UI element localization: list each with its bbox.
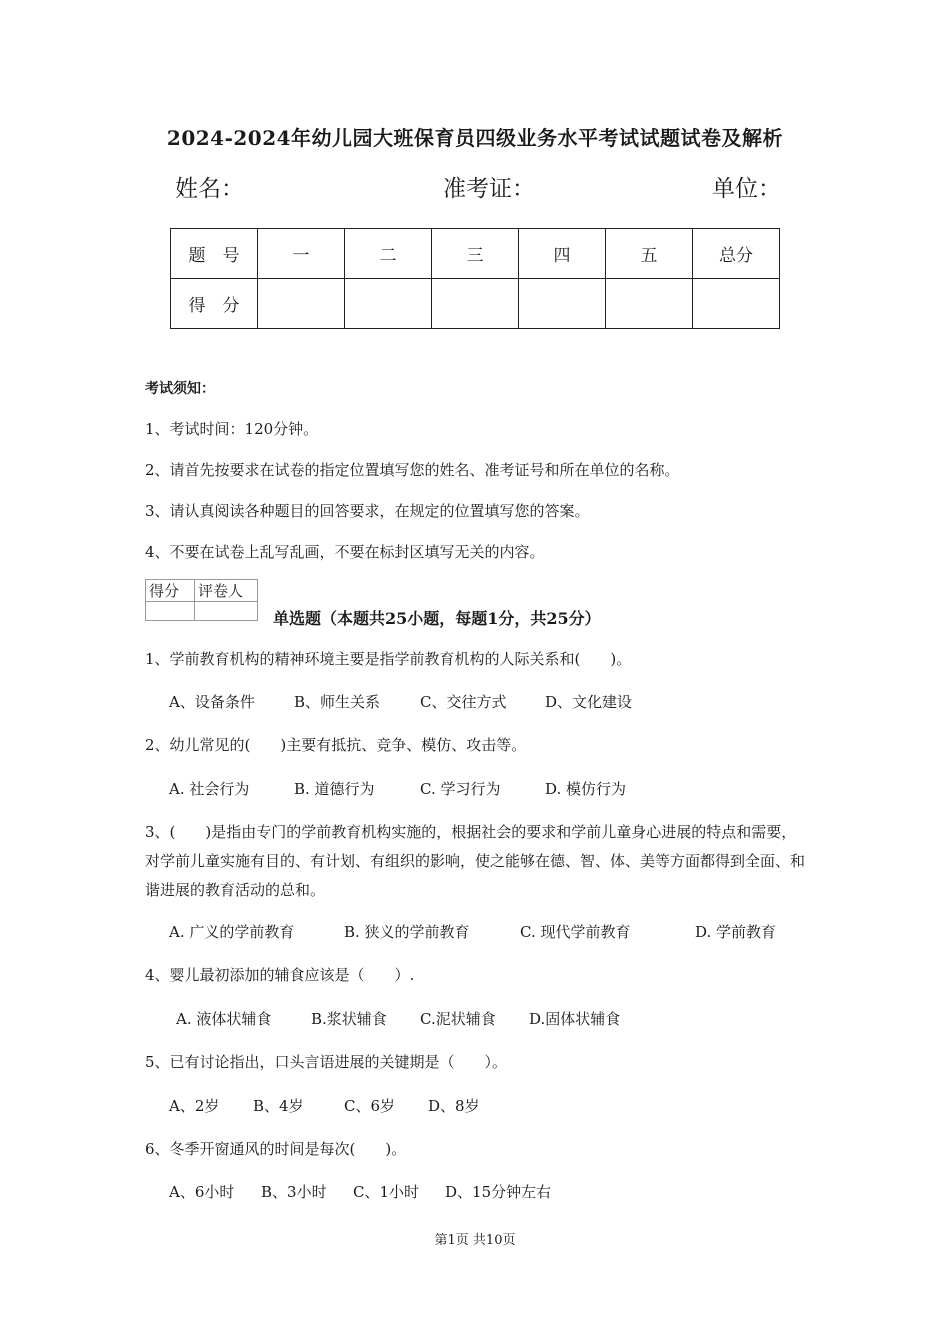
option: B. 狭义的学前教育 (344, 923, 470, 941)
question-stem: 6、冬季开窗通风的时间是每次( )。 (145, 1140, 407, 1158)
notice-item: 2、请首先按要求在试卷的指定位置填写您的姓名、准考证号和所在单位的名称。 (145, 461, 680, 479)
score-cell (258, 279, 345, 329)
option: B、师生关系 (294, 693, 381, 711)
notice-item: 4、不要在试卷上乱写乱画，不要在标封区填写无关的内容。 (145, 543, 545, 561)
section-title: 单选题（本题共25小题，每题1分，共25分） (273, 609, 601, 628)
score-table-header-row (171, 229, 780, 279)
score-header-cell: 总分 (693, 229, 780, 279)
grader-score-label: 得分 (146, 580, 195, 602)
option: A、6小时 (169, 1183, 235, 1201)
option: B、4岁 (253, 1097, 304, 1115)
name-field-label: 姓名： (175, 176, 244, 202)
question-stem: 2、幼儿常见的( )主要有抵抗、竞争、模仿、攻击等。 (145, 736, 527, 754)
option: C、交往方式 (420, 693, 507, 711)
score-cell (432, 279, 519, 329)
score-cell (345, 279, 432, 329)
score-table (170, 228, 780, 329)
score-header-cell: 题 号 (171, 229, 258, 279)
question-stem: 1、学前教育机构的精神环境主要是指学前教育机构的人际关系和( )。 (145, 650, 632, 668)
page-footer: 第1页 共10页 (434, 1233, 516, 1248)
option: D. 学前教育 (695, 923, 777, 941)
score-header-cell: 一 (258, 229, 345, 279)
notice-item: 1、考试时间：120分钟。 (145, 420, 319, 438)
grader-score-cell (146, 602, 195, 621)
option: C、1小时 (353, 1183, 420, 1201)
grader-box (145, 579, 258, 621)
question-stem: 4、婴儿最初添加的辅食应该是（ ）. (145, 966, 415, 984)
score-header-cell: 二 (345, 229, 432, 279)
grader-name-label: 评卷人 (195, 580, 258, 602)
option: C、6岁 (344, 1097, 396, 1115)
score-header-cell: 四 (519, 229, 606, 279)
score-cell (606, 279, 693, 329)
option: A、设备条件 (169, 693, 255, 711)
option: B. 道德行为 (294, 780, 375, 798)
score-header-cell: 五 (606, 229, 693, 279)
question-stem: 5、已有讨论指出，口头言语进展的关键期是（ ）。 (145, 1053, 508, 1071)
option: A. 社会行为 (169, 780, 250, 798)
option: D、15分钟左右 (445, 1183, 552, 1201)
score-cell (519, 279, 606, 329)
score-header-cell: 三 (432, 229, 519, 279)
option: D、8岁 (428, 1097, 480, 1115)
option: D、文化建设 (545, 693, 633, 711)
option: A、2岁 (169, 1097, 220, 1115)
option: A. 液体状辅食 (176, 1010, 272, 1028)
option: C. 学习行为 (420, 780, 501, 798)
exam-id-field-label: 准考证： (443, 176, 535, 202)
option: C. 现代学前教育 (520, 923, 631, 941)
question-stem: 3、( )是指由专门的学前教育机构实施的，根据社会的要求和学前儿童身心进展的特点和需要，对学前儿童实施有目的、有计划、有组织的影响，使之能够在德、智、体、美等方面都得到全面、和谐进展的教育活动的总和。 (145, 823, 806, 899)
unit-field-label: 单位： (712, 176, 781, 202)
option: D. 模仿行为 (545, 780, 627, 798)
option: C.泥状辅食 (420, 1010, 496, 1028)
notice-item: 3、请认真阅读各种题目的回答要求，在规定的位置填写您的答案。 (145, 502, 590, 520)
score-table-score-row (171, 279, 780, 329)
option: D.固体状辅食 (529, 1010, 621, 1028)
option: B.浆状辅食 (311, 1010, 387, 1028)
notice-heading: 考试须知： (145, 381, 215, 397)
option: B、3小时 (261, 1183, 327, 1201)
score-row-label: 得 分 (171, 279, 258, 329)
option: A. 广义的学前教育 (169, 923, 295, 941)
document-title: 2024-2024年幼儿园大班保育员四级业务水平考试试题试卷及解析 (166, 126, 784, 150)
score-cell (693, 279, 780, 329)
grader-name-cell (195, 602, 258, 621)
